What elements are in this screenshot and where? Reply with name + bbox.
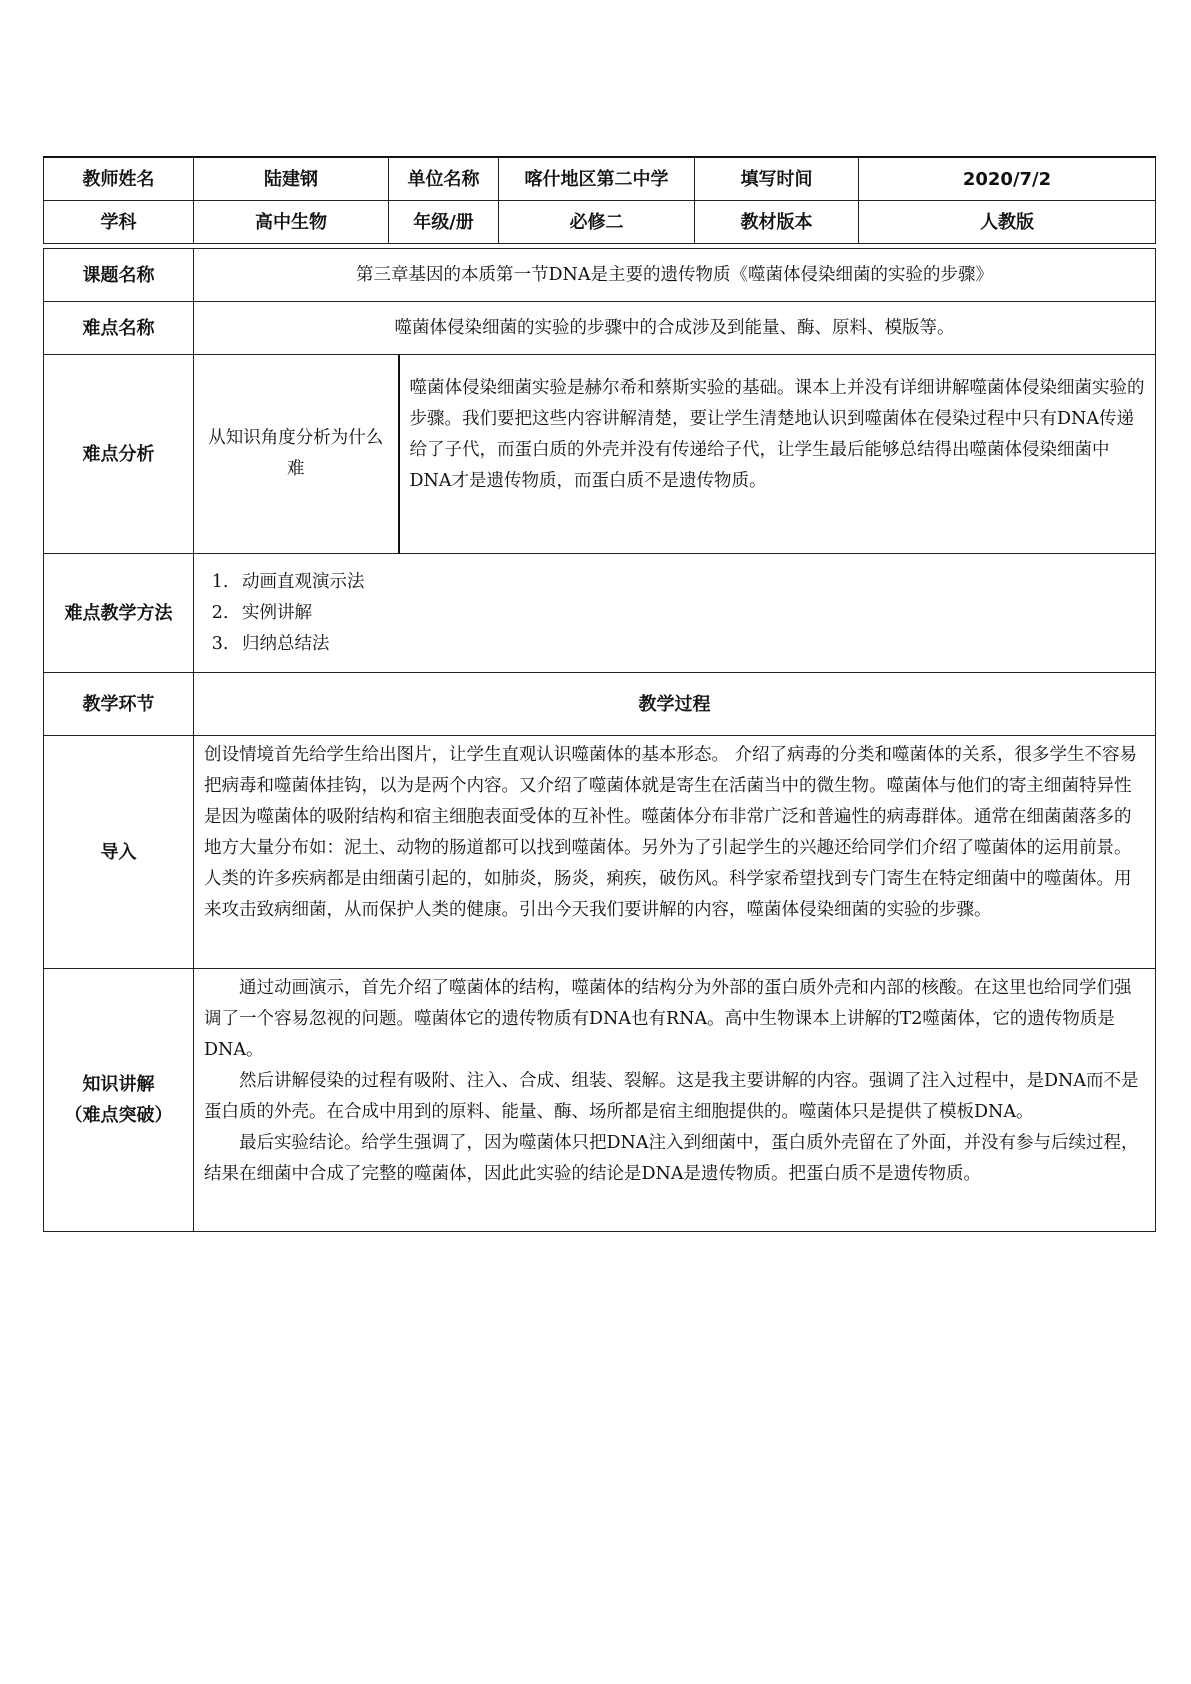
knowledge-paragraph: 最后实验结论。给学生强调了，因为噬菌体只把DNA注入到细菌中，蛋白质外壳留在了外面，并没有参与后续过程，结果在细菌中合成了完整的噬菌体，因此此实验的结论是DNA是遗传物质。把蛋白质不是遗传物质。 <box>204 1133 1139 1184</box>
edition-label: 教材版本 <box>695 201 859 244</box>
knowledge-row <box>44 969 1156 1232</box>
difficulty-value: 噬菌体侵染细菌的实验的步骤中的合成涉及到能量、酶、原料、模版等。 <box>194 302 1156 355</box>
knowledge-label <box>44 969 194 1232</box>
intro-text: 创设情境首先给学生给出图片，让学生直观认识噬菌体的基本形态。 介绍了病毒的分类和噬菌体的关系，很多学生不容易把病毒和噬菌体挂钩，以为是两个内容。又介绍了噬菌体就是寄生在活菌当中的微生物。噬菌体与他们的寄主细菌特异性是因为噬菌体的吸附结构和宿主细胞表面受体的互补性。噬菌体分布非常广泛和普遍性的病毒群体。通常在细菌菌落多的地方大量分布如：泥土、动物的肠道都可以找到噬菌体。另外为了引起学生的兴趣还给同学们介绍了噬菌体的运用前景。人类的许多疾病都是由细菌引起的，如肺炎，肠炎，痢疾，破伤风。科学家希望找到专门寄生在特定细菌中的噬菌体。用来攻击致病细菌，从而保护人类的健康。引出今天我们要讲解的内容，噬菌体侵染细菌的实验的步骤。 <box>194 736 1156 969</box>
intro-label: 导入 <box>44 736 194 969</box>
list-item: 3. 归纳总结法 <box>234 629 1155 660</box>
knowledge-paragraph: 然后讲解侵染的过程有吸附、注入、合成、组装、裂解。这是我主要讲解的内容。强调了注入过程中，是DNA而不是蛋白质的外壳。在合成中用到的原料、能量、酶、场所都是宿主细胞提供的。噬菌体只是提供了模板DNA。 <box>204 1071 1139 1122</box>
lesson-detail-table <box>43 248 1156 1232</box>
analysis-row <box>44 355 1156 554</box>
analysis-label: 难点分析 <box>44 355 194 554</box>
process-header-row <box>44 673 1156 736</box>
methods-list-cell <box>194 554 1156 673</box>
edition-value: 人教版 <box>859 201 1156 244</box>
teacher-name-label: 教师姓名 <box>44 157 194 201</box>
topic-value: 第三章基因的本质第一节DNA是主要的遗传物质《噬菌体侵染细菌的实验的步骤》 <box>194 249 1156 302</box>
difficulty-row <box>44 302 1156 355</box>
methods-list <box>194 567 1155 660</box>
knowledge-paragraph: 通过动画演示，首先介绍了噬菌体的结构，噬菌体的结构分为外部的蛋白质外壳和内部的核酸。在这里也给同学们强调了一个容易忽视的问题。噬菌体它的遗传物质有DNA也有RNA。高中生物课本上讲解的T2噬菌体，它的遗传物质是DNA。 <box>204 978 1132 1060</box>
subject-value: 高中生物 <box>194 201 389 244</box>
date-value: 2020/7/2 <box>859 157 1156 201</box>
list-item: 1. 动画直观演示法 <box>234 567 1155 598</box>
date-label: 填写时间 <box>695 157 859 201</box>
difficulty-label: 难点名称 <box>44 302 194 355</box>
intro-row <box>44 736 1156 969</box>
teacher-name-value: 陆建钢 <box>194 157 389 201</box>
grade-value: 必修二 <box>499 201 695 244</box>
topic-label: 课题名称 <box>44 249 194 302</box>
header-row-2 <box>44 201 1156 244</box>
methods-row <box>44 554 1156 673</box>
analysis-text: 噬菌体侵染细菌实验是赫尔希和蔡斯实验的基础。课本上并没有详细讲解噬菌体侵染细菌实验的步骤。我们要把这些内容讲解清楚，要让学生清楚地认识到噬菌体在侵染过程中只有DNA传递给了子代，而蛋白质的外壳并没有传递给子代，让学生最后能够总结得出噬菌体侵染细菌中DNA才是遗传物质，而蛋白质不是遗传物质。 <box>399 355 1156 554</box>
header-row-1 <box>44 157 1156 201</box>
knowledge-label-line1: 知识讲解 <box>82 1074 155 1095</box>
knowledge-text <box>194 969 1156 1232</box>
lesson-record-sheet <box>43 156 1155 1232</box>
school-value: 喀什地区第二中学 <box>499 157 695 201</box>
school-label: 单位名称 <box>389 157 499 201</box>
grade-label: 年级/册 <box>389 201 499 244</box>
info-header-table <box>43 156 1156 244</box>
list-item: 2. 实例讲解 <box>234 598 1155 629</box>
topic-row <box>44 249 1156 302</box>
process-title: 教学过程 <box>194 673 1156 736</box>
knowledge-label-line2: （难点突破） <box>64 1105 173 1126</box>
subject-label: 学科 <box>44 201 194 244</box>
analysis-sub-label: 从知识角度分析为什么难 <box>194 355 399 554</box>
process-stage-label: 教学环节 <box>44 673 194 736</box>
methods-label: 难点教学方法 <box>44 554 194 673</box>
